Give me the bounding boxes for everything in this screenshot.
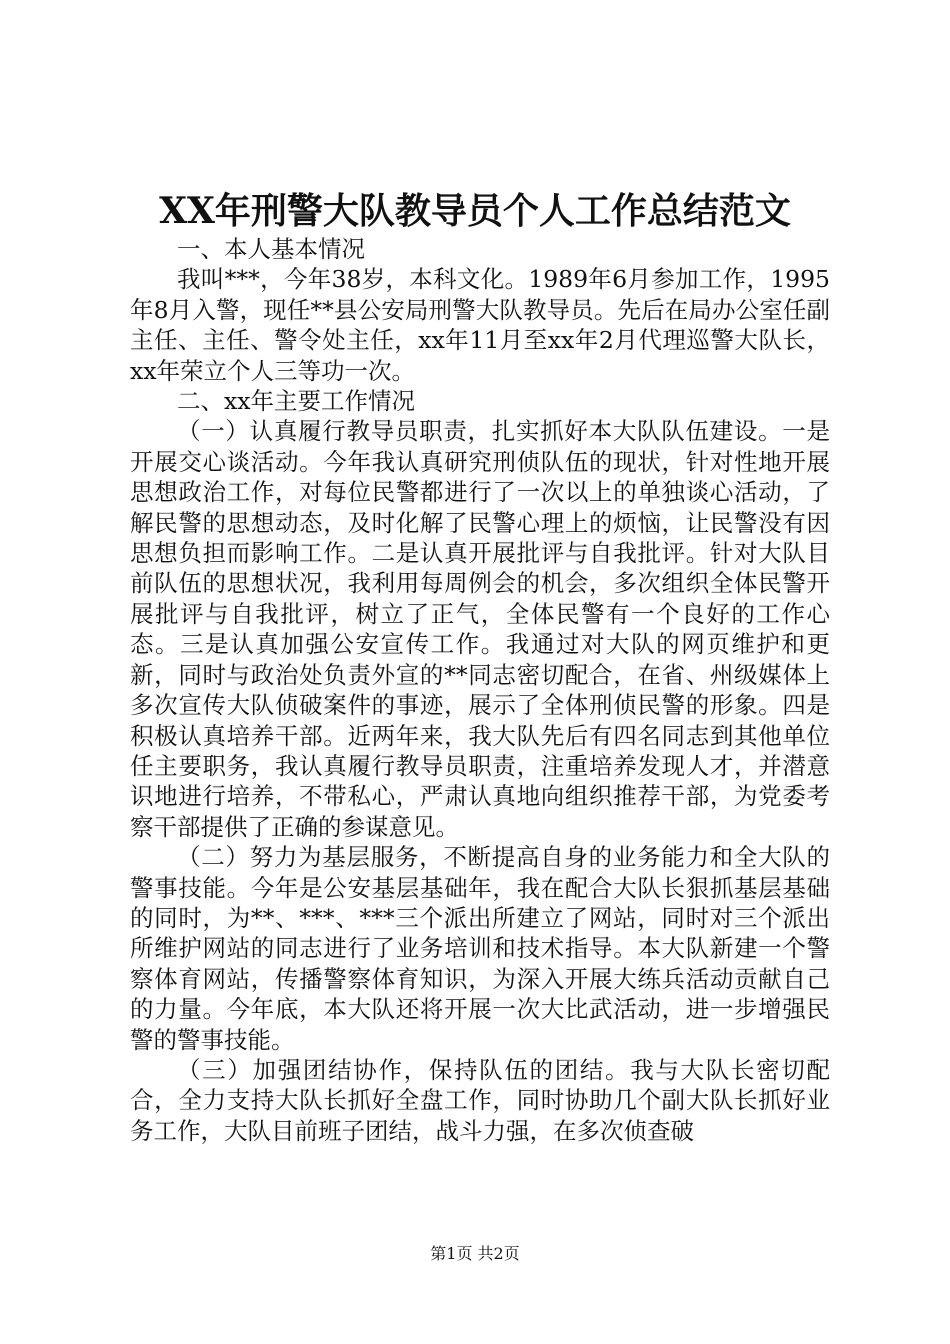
document-body bbox=[130, 234, 830, 1146]
paragraph-work-part-3: （三）加强团结协作，保持队伍的团结。我与大队长密切配合，全力支持大队长抓好全盘工作，同时协助几个副大队长抓好业务工作，大队目前班子团结，战斗力强，在多次侦查破 bbox=[130, 1055, 830, 1145]
page-footer: 第1页 共2页 bbox=[430, 1244, 520, 1263]
paragraph-work-part-2: （二）努力为基层服务，不断提高自身的业务能力和全大队的警事技能。今年是公安基层基础年，我在配合大队长狠抓基层基础的同时，为**、***、***三个派出所建立了网站，同时对三个派出所维护网站的同志进行了业务培训和技术指导。本大队新建一个警察体育网站，传播警察体育知识，为深入开展大练兵活动贡献自己的力量。今年底，本大队还将开展一次大比武活动，进一步增强民警的警事技能。 bbox=[130, 843, 830, 1054]
paragraph-basic-info: 我叫***，今年38岁，本科文化。1989年6月参加工作，1995年8月入警，现任**县公安局刑警大队教导员。先后在局办公室任副主任、主任、警令处主任，xx年11月至xx年2月代理巡警大队长，xx年荣立个人三等功一次。 bbox=[130, 265, 830, 385]
section-heading-main-work: 二、xx年主要工作情况 bbox=[177, 387, 416, 416]
document-title: XX年刑警大队教导员个人工作总结范文 bbox=[159, 190, 791, 232]
paragraph-work-part-1: （一）认真履行教导员职责，扎实抓好本大队队伍建设。一是开展交心谈活动。今年我认真研究刑侦队伍的现状，针对性地开展思想政治工作，对每位民警都进行了一次以上的单独谈心活动，了解民警的思想动态，及时化解了民警心理上的烦恼，让民警没有因思想负担而影响工作。二是认真开展批评与自我批评。针对大队目前队伍的思想状况，我利用每周例会的机会，多次组织全体民警开展批评与自我批评，树立了正气，全体民警有一个良好的工作心态。三是认真加强公安宣传工作。我通过对大队的网页维护和更新，同时与政治处负责外宣的**同志密切配合，在省、州级媒体上多次宣传大队侦破案件的事迹，展示了全体刑侦民警的形象。四是积极认真培养干部。近两年来，我大队先后有四名同志到其他单位任主要职务，我认真履行教导员职责，注重培养发现人才，并潜意识地进行培养，不带私心，严肃认真地向组织推荐干部，为党委考察干部提供了正确的参谋意见。 bbox=[130, 417, 830, 841]
section-heading-basic-info: 一、本人基本情况 bbox=[177, 235, 365, 263]
